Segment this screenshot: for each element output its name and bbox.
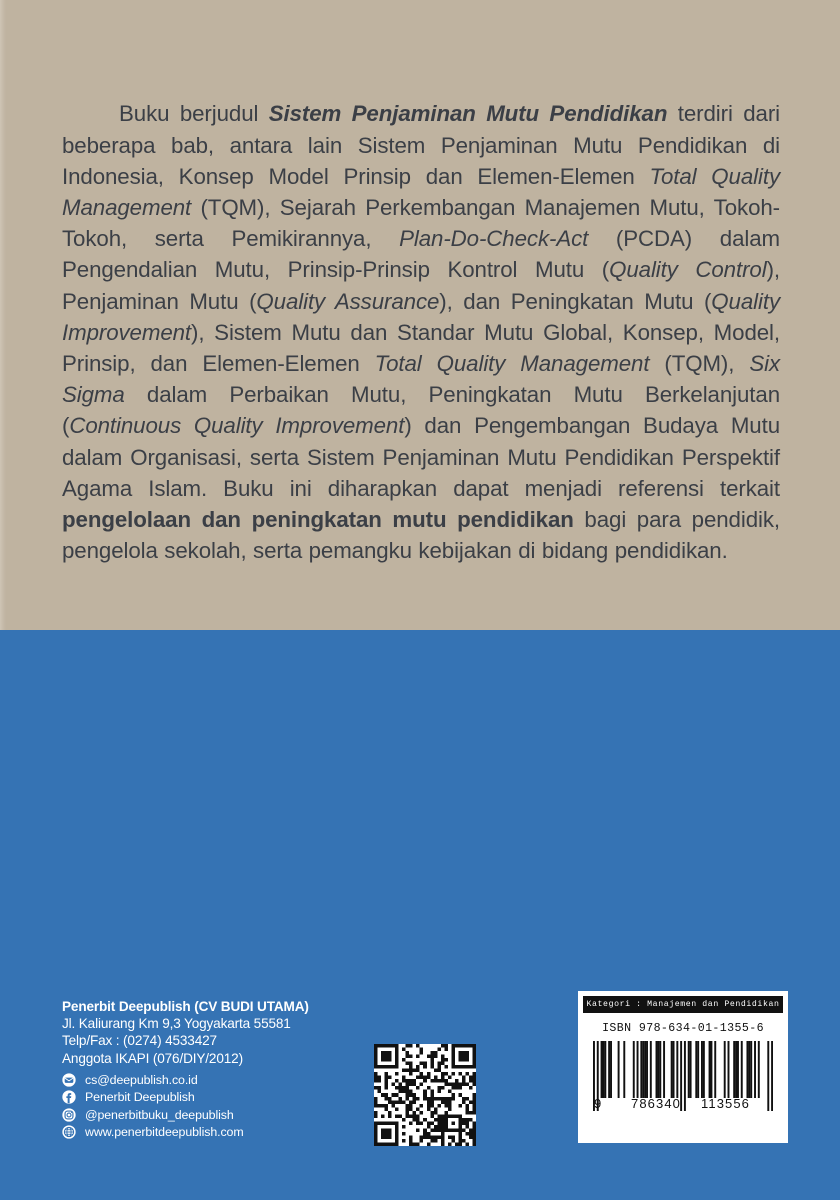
qr-code[interactable] [374, 1044, 476, 1146]
isbn-inner [583, 1013, 783, 1111]
blurb-segment: Six Sigma [62, 350, 780, 408]
instagram-icon [62, 1108, 76, 1122]
blurb-segment: terdiri dari beberapa bab, antara lain Sistem Penjaminan Mutu Pendidikan di Indonesia, Konsep Model Prinsip dan Elemen-Elemen [62, 101, 780, 189]
blurb-segment: ), Sistem Mutu dan Standar Mutu Global, Konsep, Model, Prinsip, dan Elemen-Elemen [62, 319, 780, 376]
contact-instagram-text: @penerbitbuku_deepublish [85, 1107, 234, 1122]
barcode-digits [593, 1096, 773, 1112]
blurb-segment: Continuous Quality Improvement [69, 413, 405, 439]
blurb-segment: ), Penjaminan Mutu ( [62, 257, 780, 314]
blurb-segment: (TQM), Sejarah Perkembangan Manajemen Mutu, Tokoh-Tokoh, serta Pemikirannya, [62, 194, 780, 252]
contact-website-text: www.penerbitdeepublish.com [85, 1125, 244, 1140]
blurb-segment: bagi para pendidik, pengelola sekolah, serta pemangku kebijakan di bidang pendidikan. [62, 506, 780, 564]
blurb-segment: ), dan Peningkatan Mutu ( [439, 288, 712, 314]
globe-icon [62, 1125, 76, 1139]
email-icon [62, 1073, 76, 1087]
contact-email-text: cs@deepublish.co.id [85, 1072, 198, 1087]
barcode-lead-digit: 9 [594, 1096, 602, 1111]
isbn-barcode-box [578, 991, 788, 1143]
publisher-info-block [62, 998, 392, 1141]
blurb-segment: (TQM), [649, 350, 750, 376]
blurb-segment: Quality Assurance [256, 288, 440, 314]
publisher-name: Penerbit Deepublish (CV BUDI UTAMA) [62, 999, 309, 1014]
blurb-segment: Quality Improvement [62, 288, 780, 345]
barcode-right-group: 113556 [701, 1096, 751, 1111]
barcode [593, 1041, 773, 1111]
blurb-segment: Total Quality Management [374, 350, 650, 376]
blurb-segment: ) dan Pengembangan Budaya Mutu dalam Organisasi, serta Sistem Penjaminan Mutu Pendidikan Perspektif Agama Islam. Buku ini diharapkan dapat menjadi referensi terkait [62, 413, 781, 501]
blurb-segment: Sistem Penjaminan Mutu Pendidikan [268, 101, 668, 127]
publisher-address: Jl. Kaliurang Km 9,3 Yogyakarta 55581 [62, 1016, 291, 1031]
publisher-contact-list [62, 1071, 392, 1141]
isbn-number: ISBN 978-634-01-1355-6 [602, 1022, 764, 1035]
spine-edge [0, 0, 6, 630]
contact-facebook-text: Penerbit Deepublish [85, 1090, 195, 1105]
facebook-icon [62, 1090, 76, 1104]
blurb-segment: pengelolaan dan peningkatan mutu pendidikan [62, 506, 574, 532]
contact-row-email[interactable] [62, 1071, 392, 1089]
contact-row-website[interactable] [62, 1124, 392, 1142]
barcode-left-group: 786340 [631, 1096, 681, 1111]
contact-row-facebook[interactable] [62, 1089, 392, 1107]
book-description-text [62, 98, 780, 566]
contact-row-instagram[interactable] [62, 1106, 392, 1124]
category-label: Kategori : Manajemen dan Pendidikan [583, 996, 783, 1013]
blurb-segment: (PCDA) dalam Pengendalian Mutu, Prinsip-Prinsip Kontrol Mutu ( [62, 226, 780, 283]
qr-code-canvas [374, 1044, 476, 1146]
blurb-segment: dalam Perbaikan Mutu, Peningkatan Mutu Berkelanjutan ( [62, 382, 780, 439]
publisher-membership: Anggota IKAPI (076/DIY/2012) [62, 1050, 243, 1066]
publisher-phone: Telp/Fax : (0274) 4533427 [62, 1033, 217, 1049]
blurb-segment: Total Quality Management [62, 163, 780, 220]
blurb-segment: Quality Control [609, 257, 767, 283]
blurb-segment: Buku berjudul [119, 101, 269, 127]
blurb-segment: Plan-Do-Check-Act [399, 226, 589, 252]
